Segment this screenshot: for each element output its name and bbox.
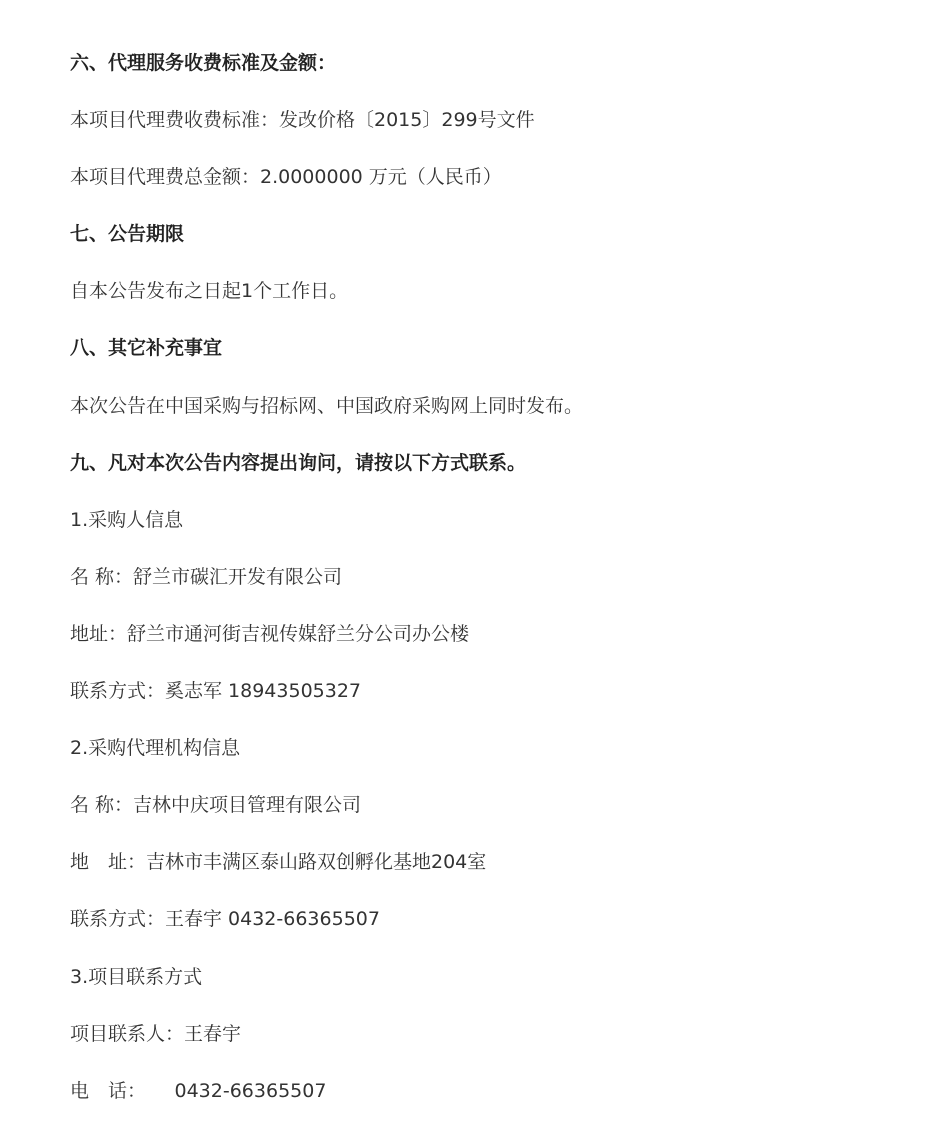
- period-text: 自本公告发布之日起1个工作日。: [70, 280, 349, 303]
- purchaser-contact: 联系方式：奚志军 18943505327: [70, 680, 362, 703]
- project-contact-person: 项目联系人：王春宇: [70, 1022, 242, 1045]
- agency-name: 名 称：吉林中庆项目管理有限公司: [70, 794, 362, 817]
- agency-address: 地 址：吉林市丰满区泰山路双创孵化基地204室: [70, 851, 487, 874]
- agency-contact: 联系方式：王春宇 0432-66365507: [70, 908, 380, 931]
- announcement-content: [70, 48, 910, 1133]
- purchaser-heading: 1.采购人信息: [70, 508, 184, 531]
- fee-standard-text: 本项目代理费收费标准：发改价格〔2015〕299号文件: [70, 109, 535, 132]
- supplementary-text: 本次公告在中国采购与招标网、中国政府采购网上同时发布。: [70, 394, 584, 417]
- purchaser-address: 地址：舒兰市通河街吉视传媒舒兰分公司办公楼: [70, 622, 470, 645]
- fee-amount-text: 本项目代理费总金额：2.0000000 万元（人民币）: [70, 166, 502, 189]
- section-heading-contact: 九、凡对本次公告内容提出询问，请按以下方式联系。: [70, 451, 527, 474]
- agency-heading: 2.采购代理机构信息: [70, 737, 241, 760]
- purchaser-name: 名 称：舒兰市碳汇开发有限公司: [70, 565, 343, 588]
- project-contact-heading: 3.项目联系方式: [70, 965, 203, 988]
- section-heading-period: 七、公告期限: [70, 223, 185, 246]
- section-heading-fee: 六、代理服务收费标准及金额：: [70, 52, 337, 74]
- project-phone: 电 话： 0432-66365507: [70, 1079, 327, 1102]
- section-heading-supplementary: 八、其它补充事宜: [70, 337, 223, 360]
